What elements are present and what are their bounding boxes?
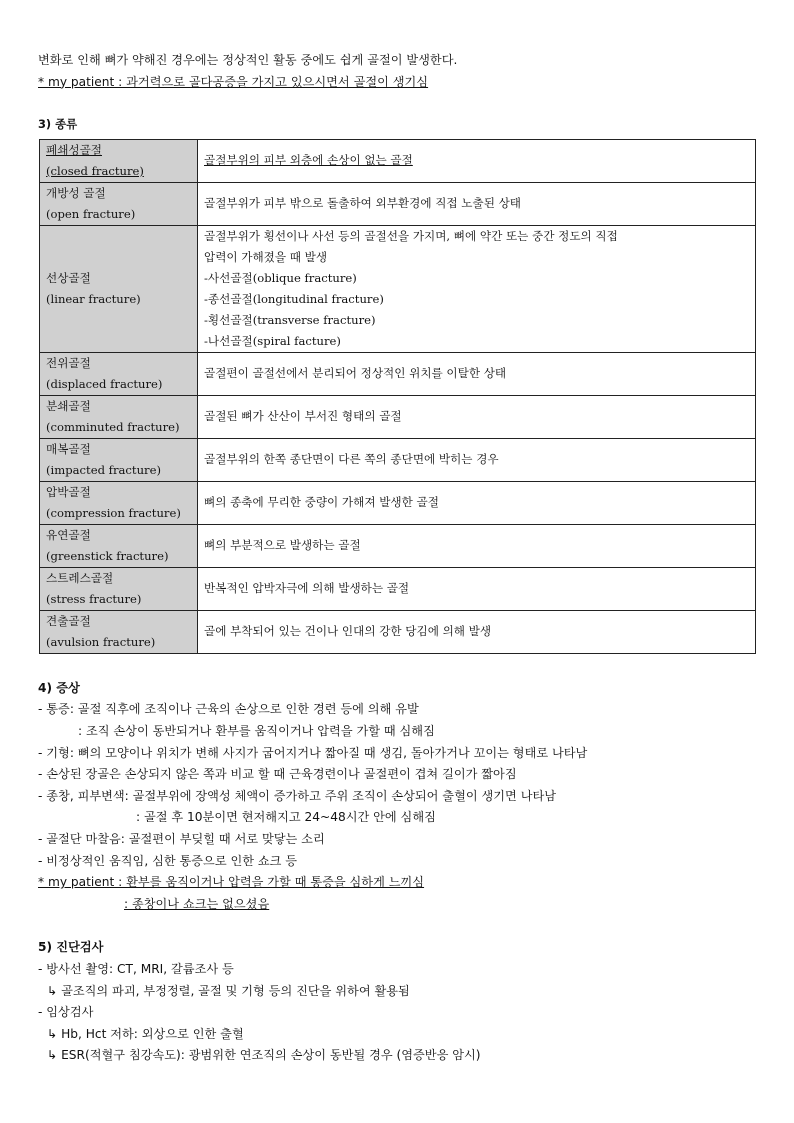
symptom-crepitus: - 골절단 마찰음: 골절편이 부딪힐 때 서로 맞닿는 소리: [38, 831, 325, 846]
fracture-types-table: [39, 139, 756, 654]
fracture-type-korean: 분쇄골절: [46, 398, 91, 413]
fracture-type-description: [198, 352, 756, 395]
fracture-type-english: (stress fracture): [46, 591, 142, 606]
section-heading-types: 3) 종류: [38, 117, 78, 132]
fracture-type-name: [40, 225, 198, 352]
fracture-type-name: [40, 481, 198, 524]
fracture-type-row: [40, 610, 756, 653]
fracture-type-korean: 전위골절: [46, 355, 91, 370]
description-line: 압력이 가해졌을 때 발생: [204, 249, 328, 264]
description-line: -나선골절(spiral facture): [204, 333, 341, 348]
fracture-type-english: (closed fracture): [46, 163, 144, 178]
diagnosis-imaging-detail: ↳ 골조직의 파괴, 부정정렬, 골절 및 기형 등의 진단을 위하여 활용됨: [47, 983, 410, 998]
symptom-shortening: - 손상된 장골은 손상되지 않은 쪽과 비교 할 때 근육경련이나 골절편이 겹쳐 길이가 짧아짐: [38, 767, 517, 782]
patient-note-no-swelling: [38, 894, 756, 916]
description-line: -종선골절(longitudinal fracture): [204, 291, 384, 306]
fracture-type-name: [40, 395, 198, 438]
description-line: 골절편이 골절선에서 분리되어 정상적인 위치를 이탈한 상태: [204, 366, 507, 381]
fracture-type-name: [40, 610, 198, 653]
fracture-type-row: [40, 352, 756, 395]
patient-note-no-swelling-text: : 종창이나 쇼크는 없으셨음: [124, 896, 270, 911]
diagnosis-clinical-hb-hct: ↳ Hb, Hct 저하: 외상으로 인한 출혈: [47, 1026, 244, 1041]
fracture-type-row: [40, 225, 756, 352]
fracture-type-description: [198, 481, 756, 524]
symptom-swelling: - 종창, 피부변색: 골절부위에 장액성 체액이 증가하고 주위 조직이 손상되어 출혈이 생기면 나타남: [38, 788, 557, 803]
fracture-type-name: [40, 182, 198, 225]
fracture-type-description: [198, 438, 756, 481]
fracture-type-english: (displaced fracture): [46, 376, 163, 391]
fracture-type-name: [40, 352, 198, 395]
fracture-type-korean: 압박골절: [46, 484, 91, 499]
patient-note-osteoporosis: * my patient : 과거력으로 골다공증을 가지고 있으시면서 골절이 생기심: [38, 74, 429, 89]
fracture-type-row: [40, 139, 756, 182]
fracture-type-korean: 선상골절: [46, 270, 91, 285]
fracture-type-row: [40, 524, 756, 567]
fracture-type-description: [198, 610, 756, 653]
description-line: 골절부위가 피부 밖으로 돌출하여 외부환경에 직접 노출된 상태: [204, 196, 521, 211]
fracture-type-english: (linear fracture): [46, 291, 141, 306]
patient-note-pain: * my patient : 환부를 움직이거나 압력을 가할 때 통증을 심하게 느끼심: [38, 875, 425, 890]
description-line: 뼈의 종축에 무리한 중량이 가해져 발생한 골절: [204, 495, 439, 510]
fracture-type-description: [198, 139, 756, 182]
intro-text: 변화로 인해 뼈가 약해진 경우에는 정상적인 활동 중에도 쉽게 골절이 발생한다.: [38, 53, 458, 67]
diagnosis-imaging: - 방사선 촬영: CT, MRI, 갈륨조사 등: [38, 961, 234, 976]
fracture-type-name: [40, 524, 198, 567]
symptom-pain: - 통증: 골절 직후에 조직이나 근육의 손상으로 인한 경련 등에 의해 유발: [38, 702, 419, 717]
fracture-type-description: [198, 225, 756, 352]
fracture-type-name: [40, 139, 198, 182]
symptom-swelling-detail: : 골절 후 10분이면 현저해지고 24~48시간 안에 심해짐: [136, 810, 436, 825]
fracture-type-english: (greenstick fracture): [46, 548, 169, 563]
diagnosis-clinical-esr: ↳ ESR(적혈구 침강속도): 광범위한 연조직의 손상이 동반될 경우 (염증반응 암시): [47, 1048, 481, 1063]
symptom-pain-detail: : 조직 손상이 동반되거나 환부를 움직이거나 압력을 가할 때 심해짐: [78, 723, 435, 738]
fracture-type-row: [40, 481, 756, 524]
symptom-abnormal-movement: - 비정상적인 움직임, 심한 통증으로 인한 쇼크 등: [38, 853, 298, 868]
fracture-type-english: (compression fracture): [46, 505, 181, 520]
description-line: 골에 부착되어 있는 건이나 인대의 강한 당김에 의해 발생: [204, 624, 492, 639]
fracture-type-english: (avulsion fracture): [46, 634, 156, 649]
fracture-type-row: [40, 567, 756, 610]
fracture-type-korean: 매복골절: [46, 441, 91, 456]
fracture-type-english: (impacted fracture): [46, 462, 161, 477]
fracture-type-korean: 개방성 골절: [46, 185, 106, 200]
fracture-type-description: [198, 524, 756, 567]
section-heading-diagnosis: 5) 진단검사: [38, 940, 104, 955]
description-line: 골절부위의 피부 외층에 손상이 없는 골절: [204, 153, 413, 168]
description-line: 골절부위의 한쪽 종단면이 다른 쪽의 종단면에 박히는 경우: [204, 452, 499, 467]
fracture-type-english: (comminuted fracture): [46, 419, 180, 434]
fracture-type-description: [198, 395, 756, 438]
description-line: 골절부위가 횡선이나 사선 등의 골절선을 가지며, 뼈에 약간 또는 중간 정도의 직접: [204, 228, 618, 243]
fracture-type-korean: 폐쇄성골절: [46, 142, 102, 157]
diagnosis-clinical: - 임상검사: [38, 1005, 94, 1020]
fracture-type-row: [40, 395, 756, 438]
description-line: -횡선골절(transverse fracture): [204, 312, 376, 327]
fracture-type-english: (open fracture): [46, 206, 136, 221]
fracture-type-description: [198, 567, 756, 610]
fracture-type-korean: 견출골절: [46, 613, 91, 628]
fracture-type-row: [40, 438, 756, 481]
fracture-type-name: [40, 438, 198, 481]
fracture-type-korean: 스트레스골절: [46, 570, 114, 585]
fracture-type-description: [198, 182, 756, 225]
description-line: -사선골절(oblique fracture): [204, 270, 357, 285]
symptom-deformity: - 기형: 뼈의 모양이나 위치가 변해 사지가 굽어지거나 짧아질 때 생김, 돌아가거나 꼬이는 형태로 나타남: [38, 745, 588, 760]
fracture-type-korean: 유연골절: [46, 527, 91, 542]
fracture-type-row: [40, 182, 756, 225]
description-line: 골절된 뼈가 산산이 부서진 형태의 골절: [204, 409, 402, 424]
document-page: [38, 50, 756, 1067]
description-line: 반복적인 압박자극에 의해 발생하는 골절: [204, 581, 410, 596]
section-heading-symptoms: 4) 증상: [38, 680, 80, 695]
fracture-type-name: [40, 567, 198, 610]
description-line: 뼈의 부분적으로 발생하는 골절: [204, 538, 361, 553]
